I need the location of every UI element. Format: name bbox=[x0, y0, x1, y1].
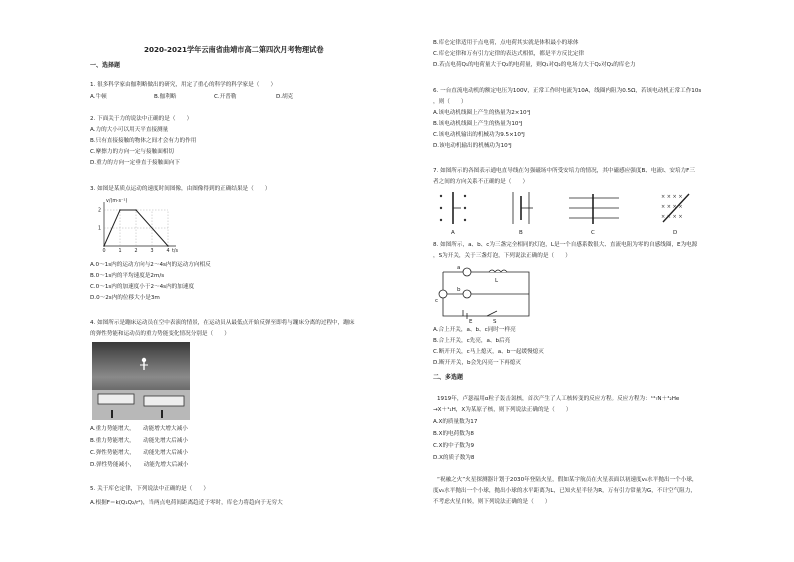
x-axis-label: t/s bbox=[172, 249, 178, 254]
question-4-option-a: A.重力势能增大， 动能增大增大减小 bbox=[90, 426, 188, 432]
question-3-stem: 3. 如图是某质点运动的速度时间图像，由图像得到的正确结果是（ ） bbox=[90, 186, 271, 192]
question-6-stem-cont: ，则（ ） bbox=[433, 99, 467, 105]
question-5-option-c: C.库仑定律和万有引力定律的表达式相似，都是平方反比定律 bbox=[433, 51, 585, 57]
x-tick-label: 4 bbox=[166, 249, 170, 254]
question-4-option-d: D.弹性势能减小， 动能先增大后减小 bbox=[90, 462, 189, 468]
question-2-stem: 2. 下面关于力的说法中正确的是（ ） bbox=[90, 116, 193, 122]
section-heading-multi: 二、多选题 bbox=[433, 374, 464, 381]
question-8-stem-cont: ，S为开关，关于三盏灯泡，下列说法正确的是（ ） bbox=[433, 253, 571, 259]
trampoline-photo bbox=[92, 342, 190, 420]
question-4-option-c: C.弹性势能增大， 动能先增大后减小 bbox=[90, 450, 188, 456]
lamp-b-label: b bbox=[457, 287, 461, 293]
question-1-stem: 1. 很多科学家由伽利略做出的研究，用定了重心的科学的科学家是（ ） bbox=[90, 82, 277, 88]
question-10-stem-cont2: 不考虑火星自转，则下列说法正确的是（ ） bbox=[433, 499, 551, 505]
y-axis-label: v/(m·s⁻¹) bbox=[106, 199, 128, 204]
diagram-a-label: A bbox=[451, 230, 455, 236]
x-tick-label: 1 bbox=[118, 249, 122, 254]
question-5-option-d: D.若点电荷Q₁的电荷量大于Q₂的电荷量，则Q₁对Q₂的电场力大于Q₂对Q₁的库仑力 bbox=[433, 62, 636, 68]
question-9-option-a: A.X的质量数为17 bbox=[433, 419, 478, 425]
svg-text:× × × ×: × × × × bbox=[661, 214, 683, 220]
question-6-option-d: D.该电动机输出的机械功为10⁴J bbox=[433, 143, 512, 149]
question-4-option-b: B.重力势能增大， 动能先增大后减小 bbox=[90, 438, 188, 444]
question-6-option-b: B.该电动机线圈上产生的热量为10⁴J bbox=[433, 121, 523, 127]
magnetic-force-diagrams bbox=[433, 190, 773, 238]
x-tick-label: 3 bbox=[150, 249, 154, 254]
question-5-option-b: B.库仑定律适用于点电荷，点电荷其实就是体积最小的球体 bbox=[433, 40, 579, 46]
question-9-option-c: C.X的中子数为9 bbox=[433, 443, 475, 449]
lamp-a-label: a bbox=[457, 265, 461, 271]
question-3-option-a: A.0～1s内的运动方向与2～4s内的运动方向相反 bbox=[90, 262, 211, 268]
diagram-d-label: D bbox=[673, 230, 678, 236]
velocity-time-chart bbox=[92, 200, 182, 256]
diagram-a bbox=[440, 192, 466, 224]
question-8-option-c: C.断开开关，c马上熄灭，a、b一起缓慢熄灭 bbox=[433, 349, 544, 355]
question-5-stem: 5. 关于库仑定律，下列说法中正确的是（ ） bbox=[90, 486, 209, 492]
circuit-diagram bbox=[435, 264, 539, 325]
question-8-option-d: D.断开开关，b会先闪亮一下再熄灭 bbox=[433, 360, 521, 366]
question-2-option-c: C.摩擦力的方向一定与接触面相切 bbox=[90, 149, 174, 155]
question-6-stem: 6. 一台直流电动机的额定电压为100V，正常工作时电流为10A，线圈内阻为0.5Ω，若该电动机正常工作10s bbox=[433, 88, 702, 94]
question-10-stem: “祝融之火”火星探测器计划于2030年登陆火星，假如某宇航员在火星表面以初速度v₀水平抛出一个小球， bbox=[437, 477, 698, 483]
question-9-option-b: B.X的电荷数为8 bbox=[433, 431, 474, 437]
question-4-stem: 4. 如图所示是蹦床运动员在空中表演的情景，在运动员从最低点开始反弹至即将与蹦床分离的过程中，蹦床 bbox=[90, 320, 355, 326]
question-3-option-d: D.0～2s内的位移大小是3m bbox=[90, 295, 160, 301]
inductor-label: L bbox=[495, 278, 499, 284]
question-8-option-b: B.合上开关，c先亮，a、b后亮 bbox=[433, 338, 511, 344]
lamp-c-label: c bbox=[435, 298, 439, 304]
question-2-option-a: A.力的大小可以用天平直接测量 bbox=[90, 127, 169, 133]
data-point bbox=[103, 245, 105, 247]
y-tick-label: 2 bbox=[98, 208, 102, 214]
question-7-stem-cont: 者之间的方向关系不正确的是（ ） bbox=[433, 179, 529, 185]
trampoline-photo-drawing bbox=[92, 342, 190, 420]
question-6-option-a: A.该电动机线圈上产生的热量为2×10⁴J bbox=[433, 110, 531, 116]
question-3-option-b: B.0～1s内的平均速度是2m/s bbox=[90, 273, 165, 279]
question-1-option-d: D.胡克 bbox=[276, 94, 294, 100]
question-1-option-c: C.开普勒 bbox=[214, 94, 237, 100]
question-8-option-a: A.合上开关，a、b、c同时一样亮 bbox=[433, 327, 516, 333]
svg-text:× × × ×: × × × × bbox=[661, 204, 683, 210]
question-6-option-c: C.该电动机输出的机械功为9.5×10³J bbox=[433, 132, 525, 138]
question-2-option-d: D.重力的方向一定垂直于接触面向下 bbox=[90, 160, 180, 166]
question-1-option-a: A.牛顿 bbox=[90, 94, 107, 100]
question-4-stem-cont: 的弹性势能和运动员的重力势能变化情况分别是（ ） bbox=[90, 331, 230, 337]
question-9-stem: 1919年，卢瑟福用α粒子轰击氮核，首次产生了人工核转变的反应方程。反应方程为：¹⁴₇N＋⁴₂He bbox=[437, 396, 680, 402]
question-2-option-b: B.只有直接接触的物体之间才会有力的作用 bbox=[90, 138, 197, 144]
diagram-d bbox=[661, 194, 689, 222]
question-5-option-a: A.根据F＝k(Q₁Q₂/r²)，当两点电荷间距离趋近于零时，库仑力将趋向于无穷大 bbox=[90, 500, 283, 506]
question-7-stem: 7. 如图所示的各图表示通电直导线在匀强磁场中所受安培力的情况，其中磁感应强度B、电流I、安培力F三 bbox=[433, 168, 695, 174]
y-tick-label: 1 bbox=[98, 226, 102, 232]
diagram-b bbox=[513, 192, 533, 224]
data-point bbox=[135, 209, 137, 211]
diagram-c bbox=[569, 194, 619, 224]
question-10-stem-cont: 度v₀水平抛出一个小球，抛出小球的水平距离为L，已知火星半径为R，万有引力常量为G，不计空气阻力， bbox=[433, 488, 697, 494]
question-3-option-c: C.0～1s内的加速度小于2～4s内的加速度 bbox=[90, 284, 195, 290]
svg-text:× × × ×: × × × × bbox=[661, 194, 683, 200]
switch-label: S bbox=[493, 319, 497, 325]
question-8-stem: 8. 如图所示，a、b、c为三盏完全相同的灯泡，L是一个自感系数很大、直流电阻为零的自感线圈，E为电源 bbox=[433, 242, 698, 248]
x-tick-label: 2 bbox=[134, 249, 138, 254]
x-tick-label: 0 bbox=[102, 249, 106, 254]
paper-title: 2020-2021学年云南省曲靖市高二第四次月考物理试卷 bbox=[144, 45, 324, 54]
diagram-c-label: C bbox=[591, 230, 595, 236]
data-point bbox=[167, 245, 169, 247]
section-heading-single: 一、选择题 bbox=[90, 62, 121, 69]
data-point bbox=[119, 209, 121, 211]
battery-label: E bbox=[469, 319, 473, 325]
question-9-option-d: D.X的质子数为8 bbox=[433, 455, 475, 461]
question-9-stem-cont: →X＋¹₁H，X为某原子核，则下列说法正确的是（ ） bbox=[433, 407, 572, 413]
question-1-option-b: B.伽利略 bbox=[154, 94, 177, 100]
diagram-b-label: B bbox=[519, 230, 523, 236]
